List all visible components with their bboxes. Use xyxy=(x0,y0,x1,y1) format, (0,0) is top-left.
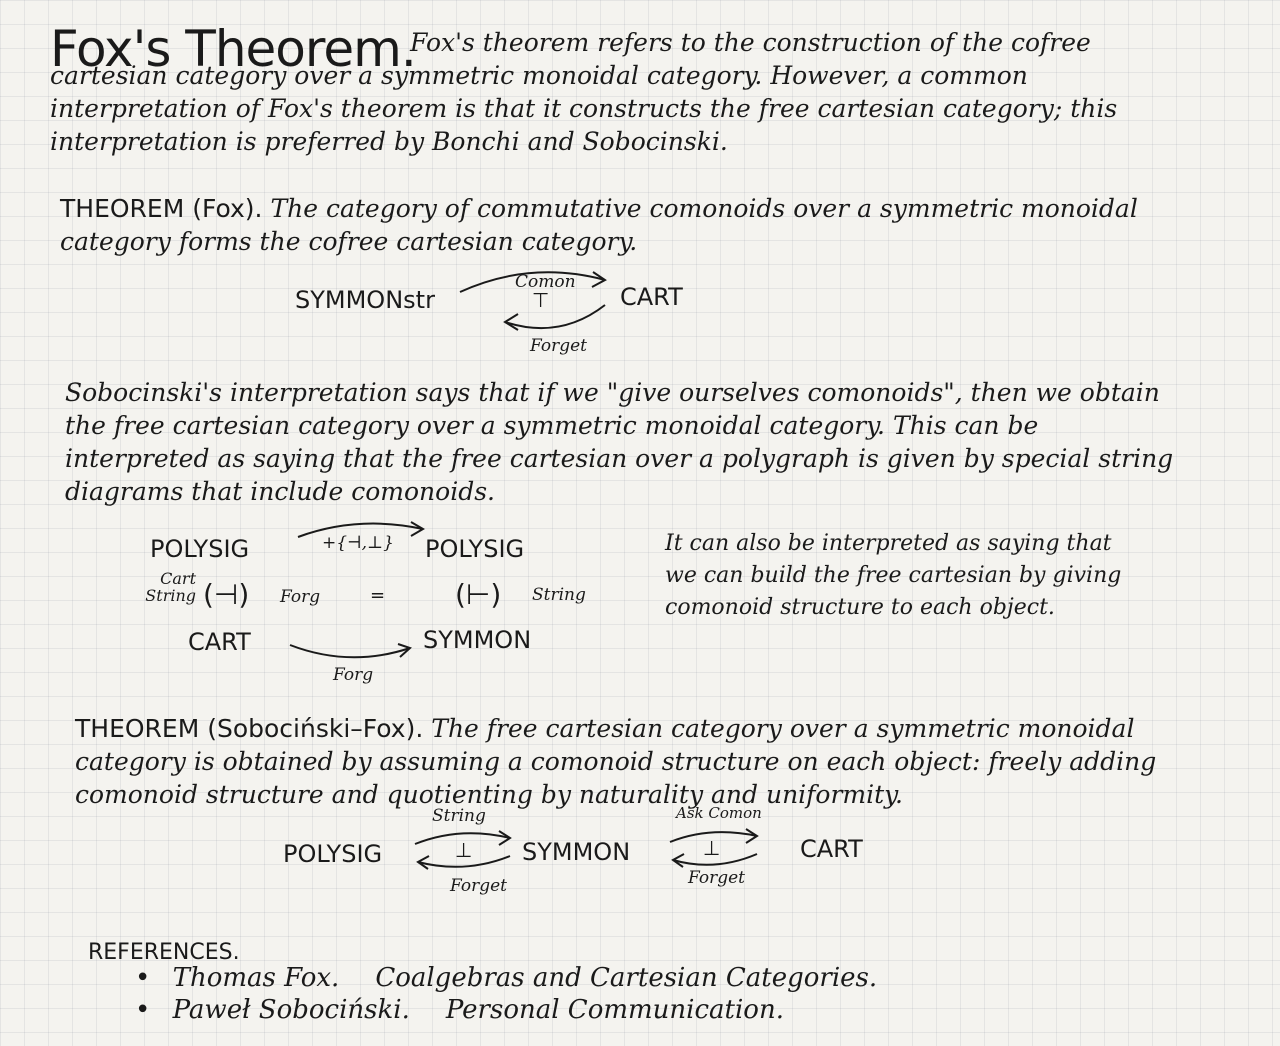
diagram1-arrow-bottom xyxy=(500,300,620,340)
diagram2-left-adjoint: (⊣) xyxy=(203,578,250,611)
reference-author: Paweł Sobociński. xyxy=(172,995,410,1025)
diagram1-left-node: SYMMONstr xyxy=(295,286,435,314)
diagram2-left-vertical-label: Cart String xyxy=(145,569,196,605)
page-title: Fox's Theorem. xyxy=(50,20,416,78)
diagram2-bottom-left-node: CART xyxy=(188,628,251,656)
reference-item xyxy=(135,962,877,994)
theorem-sobocinski-fox xyxy=(75,712,1175,811)
diagram2-right-label: String xyxy=(532,585,586,605)
diagram3-arrow1-top-label: String xyxy=(432,806,486,826)
diagram3-node-symmon: SYMMON xyxy=(522,838,631,866)
theorem-sobocinski-fox-label: THEOREM (Sobociński–Fox). xyxy=(75,714,424,743)
diagram2-top-left-node: POLYSIG xyxy=(150,535,250,563)
side-note: It can also be interpreted as saying that we can build the free cartesian by giving comonoid structure to each object. xyxy=(665,531,1122,620)
diagram2-top-arrow-label: +{⊣,⊥} xyxy=(322,533,394,553)
diagram2-bottom-right-node: SYMMON xyxy=(423,626,532,654)
references-list xyxy=(135,962,877,1026)
diagram1-bottom-label: Forget xyxy=(530,336,588,356)
diagram3-arrow2-adjoint: ⊥ xyxy=(703,836,721,860)
diagram2-left-right-label: Forg xyxy=(280,587,321,607)
references-heading: REFERENCES. xyxy=(88,940,240,965)
reference-work: Coalgebras and Cartesian Categories. xyxy=(375,963,878,993)
diagram2-right-adjoint: (⊢) xyxy=(455,578,502,611)
reference-author: Thomas Fox. xyxy=(172,963,340,993)
theorem-fox-label: THEOREM (Fox). xyxy=(60,194,263,223)
diagram3-arrow1-bottom-label: Forget xyxy=(450,876,508,896)
theorem-fox-text: The category of commutative comonoids over a symmetric monoidal category forms the cofree cartesian category. xyxy=(60,194,1138,256)
diagram3-arrow2-top-label: Ask Comon xyxy=(676,804,762,822)
diagram3-node-polysig: POLYSIG xyxy=(283,840,383,868)
diagram3-arrow1-adjoint: ⊥ xyxy=(455,838,473,862)
diagram3-arrow2-bottom-label: Forget xyxy=(688,868,746,888)
diagram3-arrow1-bottom xyxy=(410,852,520,876)
reference-work: Personal Communication. xyxy=(445,995,784,1025)
diagram1-top-label: Comon xyxy=(515,272,576,292)
diagram2-top-right-node: POLYSIG xyxy=(425,535,525,563)
intro-paragraph: Fox's theorem refers to the construction of the cofree cartesian category over a symmetric monoidal category. However, a common interpretation of Fox's theorem is that it constructs the free cartesian category; this interpretation is preferred by Bonchi and Sobocinski. xyxy=(50,28,1118,156)
diagram3-node-cart: CART xyxy=(800,835,863,863)
diagram1-right-node: CART xyxy=(620,283,683,311)
theorem-fox xyxy=(60,192,1190,258)
diagram2-bottom-label: Forg xyxy=(333,665,374,685)
diagram1-adjoint-symbol: ⊤ xyxy=(532,288,550,312)
diagram1-arrow-top xyxy=(455,260,615,300)
reference-item xyxy=(135,994,877,1026)
diagram2-top-arrow xyxy=(293,515,433,545)
diagram2-equals: = xyxy=(370,585,386,606)
theorem-sobocinski-fox-text: The free cartesian category over a symmetric monoidal category is obtained by assuming a comonoid structure on each object: freely adding comonoid structure and quotienting by naturality and uniformity. xyxy=(75,714,1157,809)
sobocinski-paragraph: Sobocinski's interpretation says that if we "give ourselves comonoids", then we obtain the free cartesian category over a symmetric monoidal category. This can be interpreted as saying that the free cartesian over a polygraph is given by special string diagrams that include comonoids. xyxy=(65,378,1174,506)
